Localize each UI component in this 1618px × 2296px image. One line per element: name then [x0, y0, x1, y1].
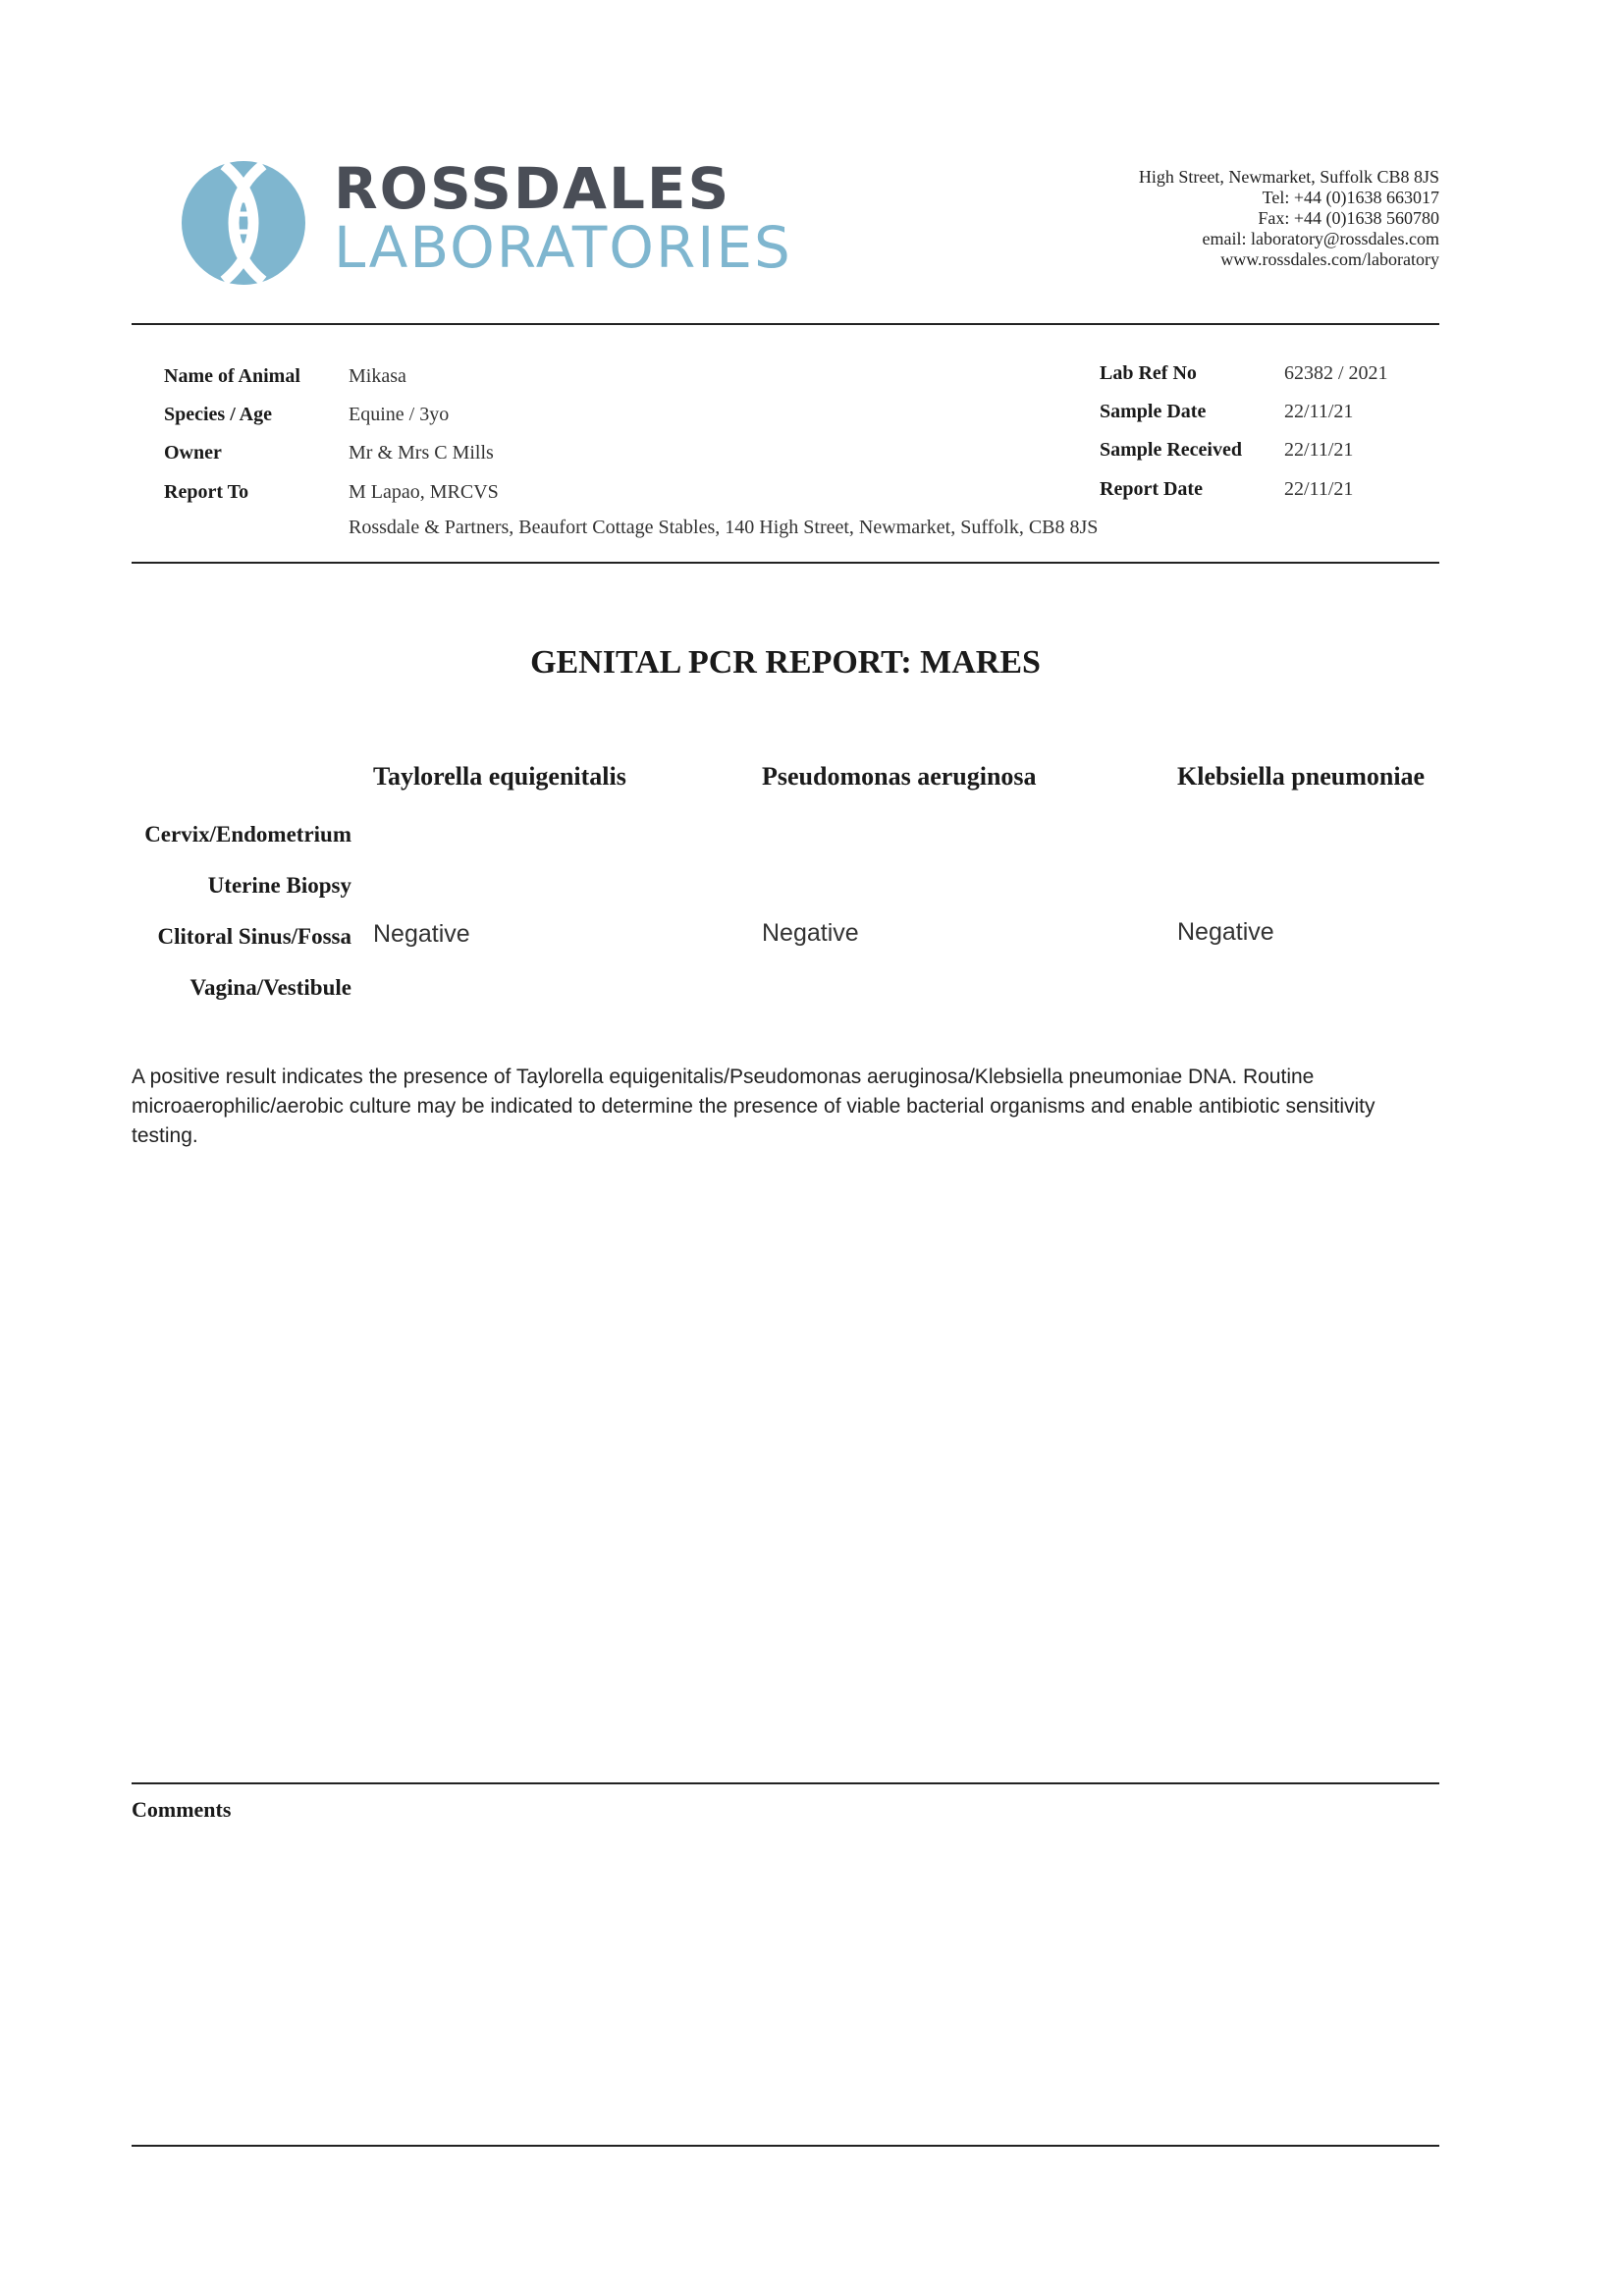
brand-line1: ROSSDALES [334, 155, 731, 222]
comments-label: Comments [132, 1797, 232, 1822]
report-to-label: Report To [164, 481, 249, 503]
info-divider [132, 562, 1439, 564]
result-cell: Negative [1177, 918, 1274, 946]
column-header-klebsiella: Klebsiella pneumoniae [1177, 762, 1426, 791]
species-value: Equine / 3yo [349, 404, 450, 425]
sample-received-value: 22/11/21 [1284, 439, 1354, 461]
sample-date-label: Sample Date [1100, 401, 1207, 422]
row-label-uterine-biopsy: Uterine Biopsy [207, 873, 351, 898]
contact-email: email: laboratory@rossdales.com [1202, 229, 1439, 248]
footer-divider [132, 2145, 1439, 2147]
row-label-vagina: Vagina/Vestibule [189, 975, 351, 1000]
contact-tel: Tel: +44 (0)1638 663017 [1262, 188, 1439, 207]
report-title: GENITAL PCR REPORT: MARES [530, 644, 1041, 681]
contact-address: High Street, Newmarket, Suffolk CB8 8JS [1138, 167, 1439, 187]
lab-ref-label: Lab Ref No [1100, 362, 1197, 384]
name-value: Mikasa [349, 365, 406, 387]
column-header-taylorella: Taylorella equigenitalis [373, 762, 626, 791]
owner-value: Mr & Mrs C Mills [349, 442, 494, 464]
column-header-pseudomonas: Pseudomonas aeruginosa [762, 762, 1037, 791]
sample-received-label: Sample Received [1100, 439, 1242, 461]
sample-date-value: 22/11/21 [1284, 401, 1354, 422]
contact-block [1139, 167, 1439, 270]
dna-helix-icon [179, 157, 308, 289]
contact-website: www.rossdales.com/laboratory [1220, 249, 1439, 269]
report-to-value: M Lapao, MRCVS [349, 481, 499, 503]
species-label: Species / Age [164, 404, 272, 425]
comments-divider [132, 1782, 1439, 1784]
brand-line2: LABORATORIES [334, 214, 792, 281]
interpretation-note: A positive result indicates the presence of Taylorella equigenitalis/Pseudomonas aeruginosa/Klebsiella pneumoniae DNA. Routine microaerophilic/aerobic culture may be indicated to determine the presence of viable bacterial organisms and enable antibiotic sensitivity testing. [132, 1066, 1375, 1147]
brand-name [334, 155, 792, 281]
row-label-clitoral-sinus: Clitoral Sinus/Fossa [157, 924, 351, 949]
result-cell: Negative [762, 919, 859, 947]
name-label: Name of Animal [164, 365, 300, 387]
row-label-cervix: Cervix/Endometrium [144, 822, 351, 847]
contact-fax: Fax: +44 (0)1638 560780 [1258, 208, 1439, 228]
owner-label: Owner [164, 442, 222, 464]
result-cell: Negative [373, 920, 470, 948]
lab-ref-value: 62382 / 2021 [1284, 362, 1388, 384]
report-date-label: Report Date [1100, 478, 1203, 500]
header-divider [132, 323, 1439, 325]
report-to-address: Rossdale & Partners, Beaufort Cottage Stables, 140 High Street, Newmarket, Suffolk, CB8 8JS [349, 517, 1099, 538]
report-date-value: 22/11/21 [1284, 478, 1354, 500]
